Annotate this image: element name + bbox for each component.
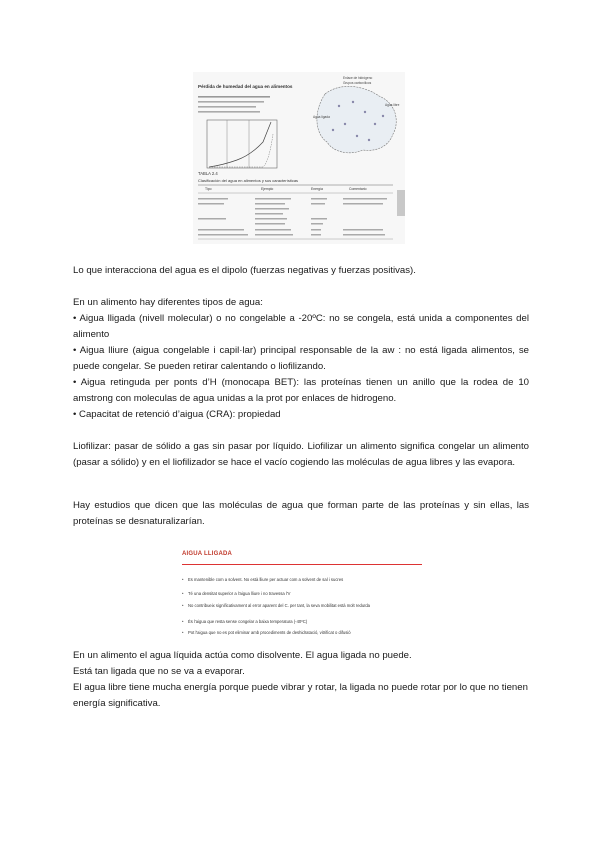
table-header-comment: Comentario [349,187,367,191]
figure-bound-water-slide [172,540,434,642]
table-header-example: Ejemplo [261,187,274,191]
paragraph-lyophilize: Liofilizar: pasar de sólido a gas sin pasar por líquido. Liofilizar un alimento significa congelar un alimento (pasar a sólido) y en el liofilizador se hace el vacío cogiendo las moléculas de agua libres y las evapora. [73,441,529,468]
paragraph-dipole: Lo que interacciona del agua es el dipolo (fuerzas negativas y fuerzas positivas). [73,265,416,276]
paragraph-proteins: Hay estudios que dicen que las moléculas de agua que forman parte de las proteínas y sin ellas, las proteínas se desnaturalizarían. [73,500,529,527]
figure-label-2: Grupos carboxílicos [343,81,372,85]
slide-item: • Pot l'aigua que no es pot eliminar amb procediments de deshidratació, vitrificat o difusió [188,630,424,636]
bullet-bound-water: • Aigua lligada (nivell molecular) o no congelable a -20ºC: no se congela, está unida a componentes del alimento [73,313,529,340]
table-title: TABLA 2.4 [198,171,218,176]
table-caption: Clasificación del agua en alimentos y sus características [198,178,299,183]
table-header-energy: Energía [311,187,323,191]
figure-label-4: Agua libre [385,103,400,107]
paragraph-energy: El agua libre tiene mucha energía porque puede vibrar y rotar, la ligada no puede rotar por lo que no tienen energía significativa. [73,682,528,709]
figure-label-3: Agua ligada [313,115,330,119]
slide-item: • Té una densitat superior a l'aigua lliure i no travessa l'V [188,591,424,597]
paragraph-no-evaporation: Está tan ligada que no se va a evaporar. [73,666,245,677]
slide-item: • Es mantenible com a solvent. No està lliure per actuar com a solvent de sal i sucres [188,577,424,583]
figure-label-1: Enlace de hidrógeno [343,76,373,80]
bullet-water-retention: • Capacitat de retenció d’aigua (CRA): propiedad [73,409,281,420]
slide-item: • És l'aigua que resta sense congelar a baixa temperatura (-40ºC) [188,619,424,625]
paragraph-solvent: En un alimento el agua líquida actúa como disolvente. El agua ligada no puede. [73,650,412,661]
bullet-free-water: • Aigua lliure (aigua congelable i capil·lar) principal responsable de la aw : no está ligada alimentos, se puede congelar. Se pueden retirar calentando o liofilizando. [73,345,529,372]
figure-water-types [193,72,405,244]
slide-item: • No contribueix significativament al error aparent del C. per tant, la seva mobilitat està molt reduïda [188,603,424,609]
figure-left-title: Pérdida de humedad del agua en alimentos [198,84,293,89]
figure-water-types-graphic [193,72,405,244]
paragraph-water-types-intro: En un alimento hay diferentes tipos de agua: [73,297,263,308]
table-header-type: Tipo [205,187,212,191]
slide-title-rule [182,564,422,565]
bullet-hydrogen-bond-water: • Aigua retinguda per ponts d’H (monocapa BET): las proteínas tienen un anillo que la rodea de 10 amstrong con moleculas de agua unidas a la prot por enlaces de hidrogeno. [73,377,529,404]
slide-title: AIGUA LLIGADA [182,551,233,557]
